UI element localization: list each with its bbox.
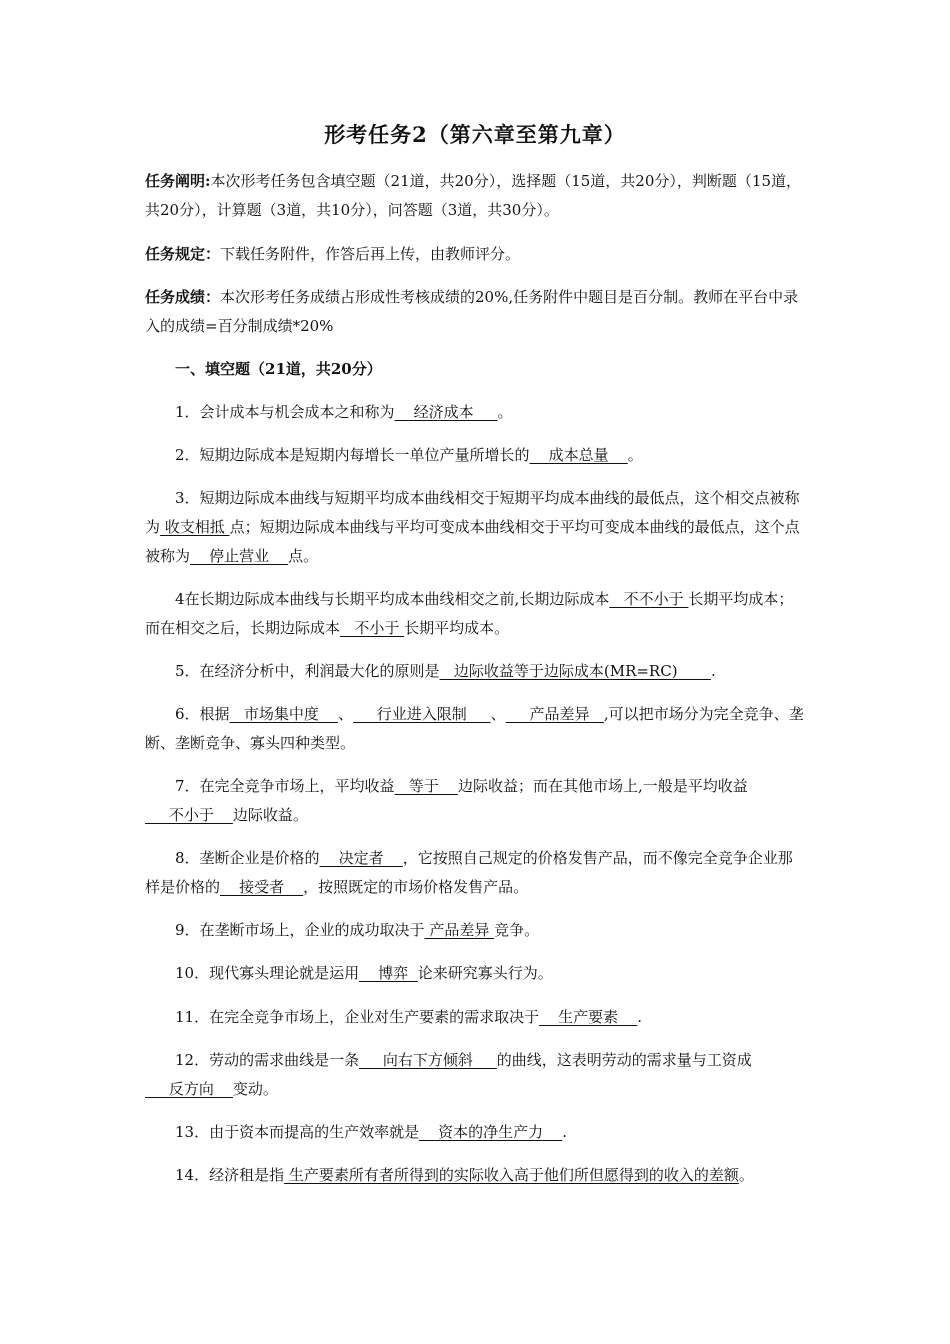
question-14 [145,1161,807,1190]
answer-blank: 边际收益等于边际成本(MR=RC) [439,662,711,680]
question-text: 9．在垄断市场上，企业的成功取决于 [175,921,425,939]
question-text: 3．短期边际成本曲线与短期平均成本曲线相交于短期平均成本曲线的最低点，这个相交点被称为 [145,489,800,536]
answer-blank: 博弈 [359,964,418,982]
answer-blank: 不小于 [145,806,233,824]
question-8 [145,844,807,902]
answer-blank: 等于 [394,777,458,795]
question-1 [145,398,807,427]
question-text: 4在长期边际成本曲线与长期平均成本曲线相交之前,长期边际成本 [175,590,610,608]
question-text: 。 [497,403,513,421]
question-text: 点。 [288,547,319,565]
answer-blank: 收支相抵 [160,518,230,536]
answer-blank: 产品差异 [424,921,495,939]
task-score-label: 任务成绩： [145,288,221,306]
answer-blank: 不小于 [340,619,405,637]
task-score [145,283,807,341]
answer-blank: 不不小于 [609,590,689,608]
answer-blank: 资本的净生产力 [419,1123,563,1141]
answer-blank: 产品差异 [505,705,604,723]
question-text: 竞争。 [494,921,540,939]
answer-blank: 决定者 [319,849,403,867]
question-text: . [710,662,716,680]
section-heading-fill-in: 一、填空题（21道，共20分） [175,360,382,378]
question-10 [145,959,807,988]
question-text: 1．会计成本与机会成本之和称为 [175,403,395,421]
question-text: 11．在完全竞争市场上，企业对生产要素的需求取决于 [175,1008,540,1026]
question-13 [145,1118,807,1147]
answer-blank: 反方向 [145,1080,233,1098]
question-3 [145,484,807,571]
question-text: 、 [490,705,506,723]
question-text: 点；短期边际成本曲线与平均可变成本曲线相交于平均可变成本曲线的最低点，这个点被称为 [145,518,800,565]
question-text: 7．在完全竞争市场上，平均收益 [175,777,395,795]
question-text: 变动。 [232,1080,278,1098]
task-description-text: 本次形考任务包含填空题（21道，共20分），选择题（15道，共20分），判断题（15道，共20分），计算题（3道，共10分），问答题（3道，共30分）。 [145,172,801,219]
question-4 [145,585,807,643]
task-rules [145,240,807,269]
answer-blank: 市场集中度 [229,705,338,723]
question-2 [145,441,807,470]
question-text: 长期平均成本。 [404,619,510,637]
question-text: . [562,1123,568,1141]
answer-blank: 生产要素所有者所得到的实际收入高于他们所但愿得到的收入的差额 [284,1166,739,1184]
task-description [145,167,807,225]
question-5 [145,657,807,686]
question-6 [145,700,807,758]
question-text: ，它按照自己规定的价格发售产品，而不像完全竞争企业那样是价格的 [145,849,793,896]
question-text: ，按照既定的市场价格发售产品。 [303,878,529,896]
question-12 [145,1046,807,1104]
question-text: 。 [627,446,643,464]
answer-blank: 向右下方倾斜 [359,1051,497,1069]
task-rules-label: 任务规定： [145,245,221,263]
question-text: ,可以把市场分为完全竞争、垄断、垄断竞争、寡头四种类型。 [145,705,804,752]
question-text: 8．垄断企业是价格的 [175,849,320,867]
question-text: 的曲线，这表明劳动的需求量与工资成 [496,1051,752,1069]
question-text: 5．在经济分析中，利润最大化的原则是 [175,662,440,680]
question-text: . [637,1008,643,1026]
task-description-label: 任务阐明: [145,172,211,190]
task-rules-text: 下载任务附件，作答后再上传，由教师评分。 [220,245,521,263]
task-score-text: 本次形考任务成绩占形成性考核成绩的20%,任务附件中题目是百分制。教师在平台中录入的成绩=百分制成绩*20% [145,288,799,335]
question-text: 6．根据 [175,705,230,723]
answer-blank: 接受者 [220,878,304,896]
answer-blank: 经济成本 [394,403,498,421]
question-text: 边际收益；而在其他市场上,一般是平均收益 [457,777,748,795]
question-text: 2．短期边际成本是短期内每增长一单位产量所增长的 [175,446,530,464]
question-7 [145,772,807,830]
page-title: 形考任务2（第六章至第九章） [324,122,626,147]
question-text: 。 [738,1166,754,1184]
question-text: 13．由于资本而提高的生产效率就是 [175,1123,420,1141]
question-text: 论来研究寡头行为。 [417,964,553,982]
question-text: 12．劳动的需求曲线是一条 [175,1051,360,1069]
answer-blank: 行业进入限制 [352,705,491,723]
answer-blank: 成本总量 [529,446,628,464]
question-text: 长期平均成本；而在相交之后，长期边际成本 [145,590,794,637]
question-text: 、 [337,705,353,723]
question-text: 边际收益。 [232,806,308,824]
answer-blank: 停止营业 [190,547,289,565]
answer-blank: 生产要素 [539,1008,638,1026]
question-11 [145,1003,807,1032]
question-9 [145,916,807,945]
question-text: 14．经济租是指 [175,1166,285,1184]
question-text: 10．现代寡头理论就是运用 [175,964,360,982]
